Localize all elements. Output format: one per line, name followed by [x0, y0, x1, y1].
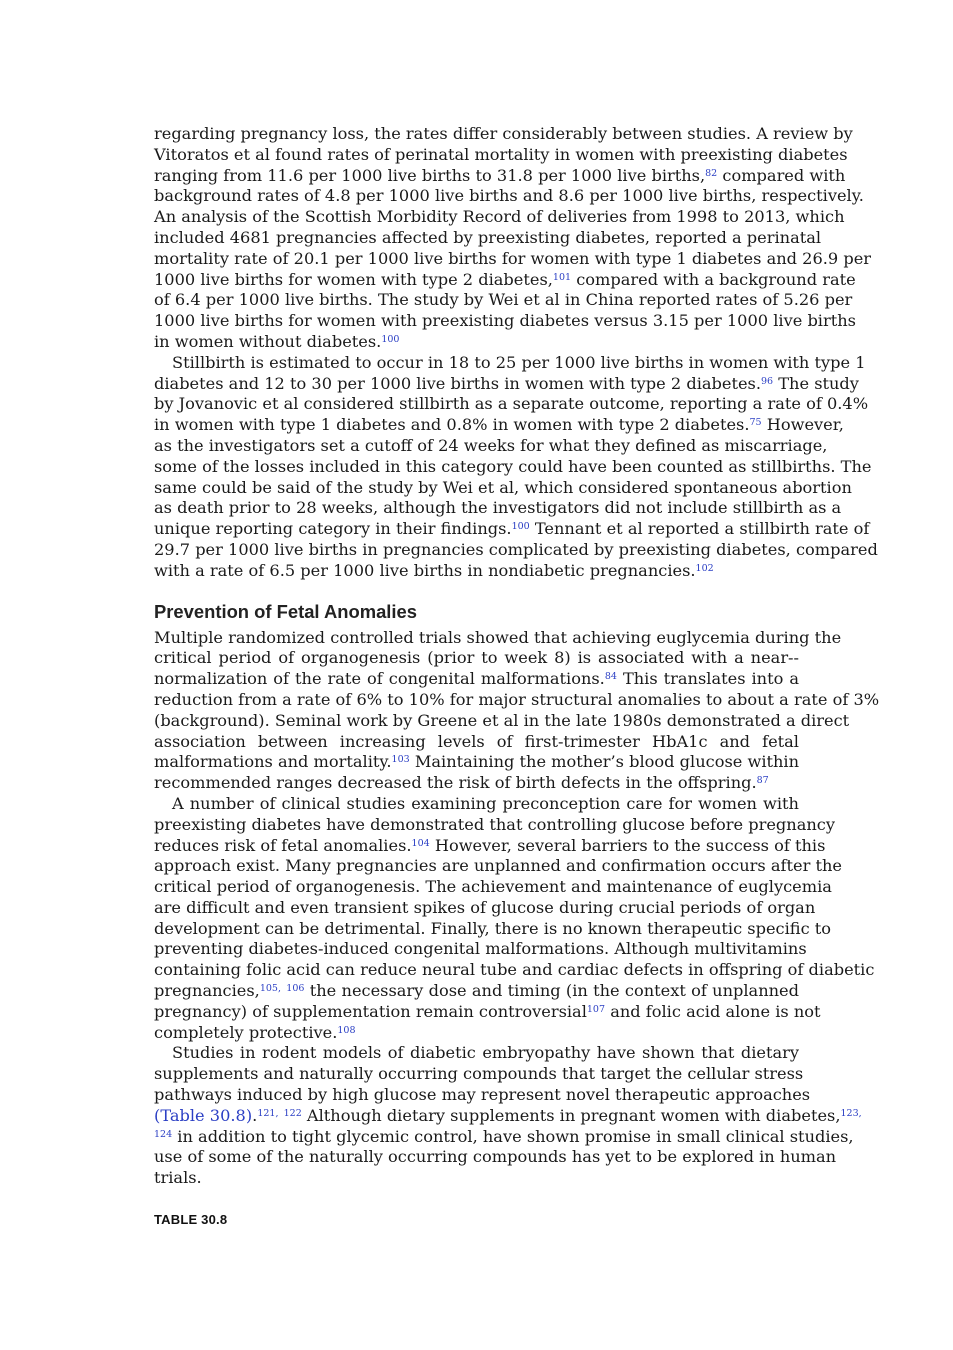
- table-reference-link[interactable]: Table 30.8: [160, 1105, 246, 1125]
- text-run: Although dietary supplements in pregnant women with diabetes,: [306, 1105, 841, 1125]
- text-run: Maintaining the mother’s blood glucose within: [414, 752, 800, 772]
- text-run: normalization of the rate of congenital malformations.: [154, 669, 605, 689]
- paragraph-rodent-models: [154, 1043, 862, 1189]
- reference-link-87[interactable]: 87: [756, 775, 769, 787]
- text-line: 1000 live births for women with preexisting diabetes versus 3.15 per 1000 live births: [154, 311, 856, 331]
- reference-link-105[interactable]: 105,: [259, 983, 281, 995]
- paragraph-preconception: [154, 793, 875, 1044]
- reference-link-82[interactable]: 82: [705, 167, 718, 179]
- text-line: association between increasing levels of first-trimester HbA1c and fetal: [154, 731, 799, 751]
- reference-link-84[interactable]: 84: [604, 671, 617, 683]
- text-line: A number of clinical studies examining preconception care for women with: [172, 793, 799, 813]
- text-run: unique reporting category in their findings.: [154, 519, 512, 539]
- text-line: of 6.4 per 1000 live births. The study by Wei et al in China reported rates of 5.26 per: [154, 290, 853, 310]
- reference-link-101[interactable]: 101: [552, 271, 572, 283]
- text-line: reduction from a rate of 6% to 10% for major structural anomalies to about a rate of 3%: [154, 689, 880, 709]
- text-line: pathways induced by high glucose may represent novel therapeutic approaches: [154, 1085, 811, 1105]
- section-heading: Prevention of Fetal Anomalies: [154, 600, 417, 622]
- reference-link-100[interactable]: 100: [511, 521, 530, 533]
- text-line: some of the losses included in this category could have been counted as stillbirths. The: [154, 456, 872, 476]
- text-run: Tennant et al reported a stillbirth rate of: [534, 519, 870, 539]
- text-line: Studies in rodent models of diabetic embryopathy have shown that dietary: [172, 1043, 799, 1063]
- text-line: An analysis of the Scottish Morbidity Record of deliveries from 1998 to 2013, which: [154, 207, 845, 227]
- text-run: malformations and mortality.: [154, 752, 392, 772]
- text-line: [154, 165, 846, 187]
- text-run: The study: [778, 373, 859, 393]
- text-line: [154, 332, 799, 353]
- text-line: use of some of the naturally occurring compounds has yet to be explored in human: [154, 1147, 837, 1167]
- text-run: pregnancy) of supplementation remain controversial: [154, 1001, 587, 1021]
- text-line: [154, 561, 799, 582]
- text-line: approach exist. Many pregnancies are unplanned and confirmation occurs after the: [154, 856, 842, 876]
- text-run: and folic acid alone is not: [610, 1001, 821, 1021]
- text-run: diabetes and 12 to 30 per 1000 live births in women with type 2 diabetes.: [154, 373, 761, 393]
- text-line: (background). Seminal work by Greene et al in the late 1980s demonstrated a direct: [154, 710, 850, 730]
- text-run: reduces risk of fetal anomalies.: [154, 835, 412, 855]
- reference-link-103[interactable]: 103: [391, 754, 410, 766]
- paren-close: ): [245, 1105, 253, 1125]
- text-line: [154, 1023, 799, 1044]
- text-line: [154, 415, 844, 436]
- text-run: recommended ranges decreased the risk of birth defects in the offspring.: [154, 773, 757, 793]
- text-line: [154, 373, 859, 395]
- page-content: [154, 124, 880, 1231]
- paren-open: (: [154, 1105, 161, 1125]
- paragraph-perinatal-mortality: [154, 124, 872, 353]
- reference-link-107[interactable]: 107: [586, 1003, 606, 1015]
- paragraph-euglycemia: [154, 627, 880, 794]
- text-line: (Table 30.8).$^{121,}$ $^{122}$ Although dietary supplements in pregnant women with diabetes,$^{123,}$: [154, 1105, 862, 1125]
- text-line: [154, 773, 799, 794]
- text-run: in women without diabetes.: [154, 331, 382, 351]
- text-line: mortality rate of 20.1 per 1000 live births for women with type 1 diabetes and 26.9 per: [154, 248, 872, 268]
- text-line: Stillbirth is estimated to occur in 18 to 25 per 1000 live births in women with type 1: [172, 352, 866, 372]
- reference-link-124[interactable]: 124: [154, 1128, 173, 1140]
- text-run: with a rate of 6.5 per 1000 live births in nondiabetic pregnancies.: [154, 560, 696, 580]
- text-run: the necessary dose and timing (in the context of unplanned: [309, 981, 799, 1001]
- text-line: background rates of 4.8 per 1000 live births and 8.6 per 1000 live births, respectively.: [154, 186, 864, 206]
- reference-link-108[interactable]: 108: [337, 1024, 356, 1036]
- text-run: compared with a background rate: [576, 269, 856, 289]
- reference-link-102[interactable]: 102: [695, 562, 714, 574]
- text-line: critical period of organogenesis (prior to week 8) is associated with a near--: [154, 648, 799, 668]
- paragraph-stillbirth: [154, 352, 878, 582]
- reference-link-104[interactable]: 104: [411, 837, 430, 849]
- reference-link-75[interactable]: 75: [749, 417, 762, 429]
- text-run: completely protective.: [154, 1022, 338, 1042]
- text-line: [154, 1126, 854, 1148]
- text-line: [154, 1001, 821, 1023]
- text-line: [154, 752, 799, 773]
- text-line: [154, 669, 799, 690]
- text-line: regarding pregnancy loss, the rates differ considerably between studies. A review by: [154, 124, 853, 143]
- text-run: 1000 live births for women with type 2 diabetes,: [154, 269, 553, 289]
- reference-link-96[interactable]: 96: [761, 375, 774, 387]
- text-run: However,: [766, 415, 844, 435]
- text-run: However, several barriers to the success of this: [434, 835, 826, 855]
- reference-link-100[interactable]: 100: [381, 333, 400, 345]
- text-line: [154, 269, 856, 291]
- text-line: 29.7 per 1000 live births in pregnancies complicated by preexisting diabetes, compared: [154, 539, 878, 559]
- text-line: included 4681 pregnancies affected by preexisting diabetes, reported a perinatal: [154, 227, 822, 247]
- text-run: compared with: [722, 165, 846, 185]
- text-run: ranging from 11.6 per 1000 live births to 31.8 per 1000 live births,: [154, 165, 706, 185]
- text-line: as death prior to 28 weeks, although the investigators did not include stillbirth as a: [154, 498, 842, 518]
- reference-link-106[interactable]: 106: [286, 983, 305, 995]
- text-line: critical period of organogenesis. The achievement and maintenance of euglycemia: [154, 877, 832, 897]
- text-line: [154, 519, 870, 540]
- text-line: [154, 981, 799, 1002]
- text-run: in addition to tight glycemic control, have shown promise in small clinical studies,: [177, 1126, 854, 1146]
- text-line: are difficult and even transient spikes of glucose during crucial periods of organ: [154, 897, 816, 917]
- text-line: as the investigators set a cutoff of 24 weeks for what they defined as miscarriage,: [154, 435, 828, 455]
- text-line: development can be detrimental. Finally, there is no known therapeutic specific to: [154, 918, 832, 938]
- text-line: [154, 835, 826, 857]
- text-line: trials.: [154, 1168, 202, 1188]
- text-line: same could be said of the study by Wei et al, which considered spontaneous abortion: [154, 477, 852, 497]
- text-run: This translates into a: [622, 669, 800, 689]
- reference-link-122[interactable]: 122: [283, 1107, 302, 1119]
- reference-link-123[interactable]: 123,: [840, 1107, 862, 1119]
- reference-link-121[interactable]: 121,: [257, 1107, 279, 1119]
- text-run: pregnancies,: [154, 981, 260, 1001]
- text-line: Vitoratos et al found rates of perinatal mortality in women with preexisting diabetes: [154, 144, 848, 164]
- text-line: preventing diabetes-induced congenital malformations. Although multivitamins: [154, 939, 807, 959]
- text-line: preexisting diabetes have demonstrated that controlling glucose before pregnancy: [154, 814, 835, 834]
- text-line: supplements and naturally occurring compounds that target the cellular stress: [154, 1064, 804, 1084]
- text-run: in women with type 1 diabetes and 0.8% in women with type 2 diabetes.: [154, 415, 750, 435]
- text-line: Multiple randomized controlled trials showed that achieving euglycemia during the: [154, 627, 842, 647]
- text-line: by Jovanovic et al considered stillbirth as a separate outcome, reporting a rate of 0.4%: [154, 394, 869, 414]
- table-label: TABLE 30.8: [154, 1212, 228, 1228]
- text-line: containing folic acid can reduce neural tube and cardiac defects in offspring of diabetic: [154, 960, 875, 980]
